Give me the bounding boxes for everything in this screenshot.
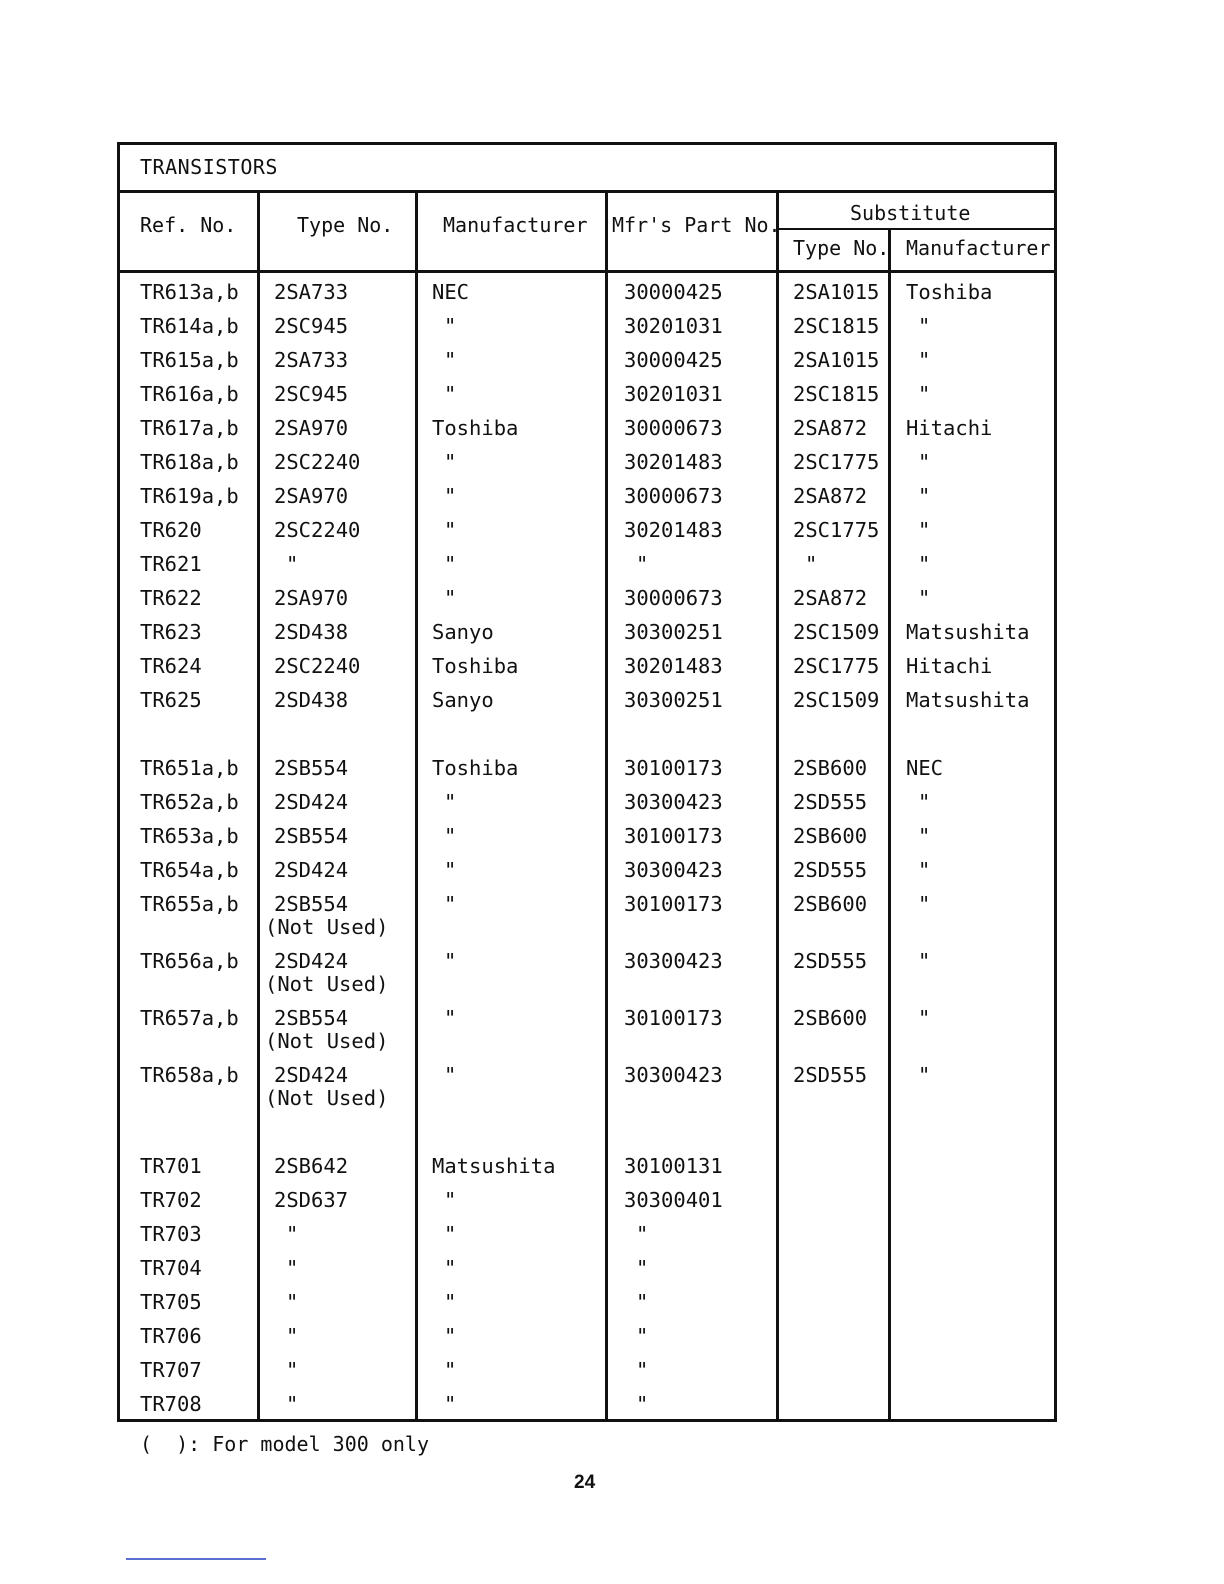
cell-type-no: 2SA733 bbox=[274, 280, 349, 304]
transistors-table bbox=[117, 142, 1057, 1422]
cell-sub-type-no: 2SB600 bbox=[793, 756, 868, 780]
cell-type-no: 2SC2240 bbox=[274, 518, 361, 542]
cell-sub-manufacturer: " bbox=[918, 858, 931, 882]
cell-ref-no: TR702 bbox=[140, 1188, 202, 1212]
cell-sub-type-no: 2SD555 bbox=[793, 949, 868, 973]
header-manufacturer: Manufacturer bbox=[443, 213, 588, 237]
cell-ref-no: TR701 bbox=[140, 1154, 202, 1178]
cell-type-no: 2SB642 bbox=[274, 1154, 349, 1178]
cell-sub-manufacturer: " bbox=[918, 518, 931, 542]
cell-mfr-part-no: 30300251 bbox=[624, 620, 723, 644]
cell-manufacturer: Toshiba bbox=[432, 654, 519, 678]
cell-sub-type-no: 2SA872 bbox=[793, 484, 868, 508]
cell-sub-type-no: 2SA1015 bbox=[793, 280, 880, 304]
cell-type-no: 2SB554 bbox=[274, 824, 349, 848]
cell-ref-no: TR623 bbox=[140, 620, 202, 644]
cell-sub-type-no: 2SC1509 bbox=[793, 620, 880, 644]
column-divider bbox=[776, 190, 779, 1419]
cell-type-note: (Not Used) bbox=[265, 972, 389, 996]
cell-type-no: 2SD637 bbox=[274, 1188, 349, 1212]
cell-type-no: 2SB554 bbox=[274, 892, 349, 916]
cell-manufacturer: Toshiba bbox=[432, 416, 519, 440]
cell-sub-manufacturer: NEC bbox=[906, 756, 944, 780]
title-divider bbox=[120, 190, 1054, 193]
cell-ref-no: TR619a,b bbox=[140, 484, 239, 508]
cell-mfr-part-no: 30201483 bbox=[624, 518, 723, 542]
cell-ref-no: TR653a,b bbox=[140, 824, 239, 848]
header-substitute: Substitute bbox=[850, 201, 971, 225]
cell-sub-manufacturer: " bbox=[918, 1063, 931, 1087]
cell-manufacturer: Toshiba bbox=[432, 756, 519, 780]
cell-manufacturer: " bbox=[444, 450, 457, 474]
cell-ref-no: TR652a,b bbox=[140, 790, 239, 814]
cell-ref-no: TR620 bbox=[140, 518, 202, 542]
cell-type-no: 2SD438 bbox=[274, 688, 349, 712]
cell-sub-manufacturer: Hitachi bbox=[906, 416, 993, 440]
cell-type-no: 2SC945 bbox=[274, 314, 349, 338]
cell-mfr-part-no: 30000673 bbox=[624, 416, 723, 440]
cell-mfr-part-no: 30300251 bbox=[624, 688, 723, 712]
cell-manufacturer: " bbox=[444, 484, 457, 508]
cell-ref-no: TR658a,b bbox=[140, 1063, 239, 1087]
cell-manufacturer: " bbox=[444, 1256, 457, 1280]
cell-mfr-part-no: 30100173 bbox=[624, 756, 723, 780]
cell-ref-no: TR621 bbox=[140, 552, 202, 576]
cell-ref-no: TR657a,b bbox=[140, 1006, 239, 1030]
cell-type-no: 2SA733 bbox=[274, 348, 349, 372]
cell-manufacturer: NEC bbox=[432, 280, 470, 304]
cell-mfr-part-no: 30000673 bbox=[624, 484, 723, 508]
cell-type-no: " bbox=[286, 1358, 299, 1382]
cell-ref-no: TR708 bbox=[140, 1392, 202, 1416]
cell-sub-manufacturer: " bbox=[918, 949, 931, 973]
cell-ref-no: TR614a,b bbox=[140, 314, 239, 338]
cell-type-no: " bbox=[286, 1324, 299, 1348]
cell-type-no: 2SD424 bbox=[274, 790, 349, 814]
cell-manufacturer: Matsushita bbox=[432, 1154, 556, 1178]
cell-manufacturer: " bbox=[444, 1324, 457, 1348]
cell-mfr-part-no: 30100173 bbox=[624, 892, 723, 916]
cell-type-no: " bbox=[286, 1222, 299, 1246]
cell-type-no: 2SA970 bbox=[274, 416, 349, 440]
cell-ref-no: TR617a,b bbox=[140, 416, 239, 440]
cell-type-no: 2SA970 bbox=[274, 484, 349, 508]
cell-mfr-part-no: " bbox=[636, 1392, 649, 1416]
column-divider bbox=[605, 190, 608, 1419]
cell-manufacturer: " bbox=[444, 1392, 457, 1416]
cell-mfr-part-no: 30201483 bbox=[624, 654, 723, 678]
cell-mfr-part-no: 30100173 bbox=[624, 824, 723, 848]
cell-ref-no: TR616a,b bbox=[140, 382, 239, 406]
cell-ref-no: TR706 bbox=[140, 1324, 202, 1348]
cell-mfr-part-no: 30201031 bbox=[624, 314, 723, 338]
cell-manufacturer: " bbox=[444, 1290, 457, 1314]
cell-manufacturer: " bbox=[444, 382, 457, 406]
column-divider bbox=[415, 190, 418, 1419]
cell-ref-no: TR625 bbox=[140, 688, 202, 712]
cell-ref-no: TR705 bbox=[140, 1290, 202, 1314]
cell-mfr-part-no: 30000425 bbox=[624, 280, 723, 304]
cell-sub-type-no: 2SB600 bbox=[793, 824, 868, 848]
cell-sub-type-no: 2SD555 bbox=[793, 1063, 868, 1087]
cell-sub-manufacturer: Matsushita bbox=[906, 620, 1030, 644]
cell-ref-no: TR655a,b bbox=[140, 892, 239, 916]
cell-manufacturer: " bbox=[444, 1358, 457, 1382]
cell-mfr-part-no: " bbox=[636, 552, 649, 576]
cell-mfr-part-no: 30100173 bbox=[624, 1006, 723, 1030]
column-divider bbox=[257, 190, 260, 1419]
header-sub-type-no: Type No. bbox=[793, 236, 890, 260]
cell-sub-manufacturer: " bbox=[918, 382, 931, 406]
cell-ref-no: TR622 bbox=[140, 586, 202, 610]
cell-sub-manufacturer: " bbox=[918, 892, 931, 916]
cell-sub-manufacturer: " bbox=[918, 314, 931, 338]
cell-mfr-part-no: " bbox=[636, 1324, 649, 1348]
cell-sub-type-no: 2SA872 bbox=[793, 416, 868, 440]
cell-manufacturer: " bbox=[444, 1063, 457, 1087]
column-divider bbox=[888, 271, 891, 1419]
cell-type-no: " bbox=[286, 1290, 299, 1314]
cell-sub-manufacturer: " bbox=[918, 450, 931, 474]
substitute-divider bbox=[776, 228, 1054, 230]
cell-sub-manufacturer: Matsushita bbox=[906, 688, 1030, 712]
cell-type-no: 2SC2240 bbox=[274, 654, 361, 678]
cell-ref-no: TR654a,b bbox=[140, 858, 239, 882]
scan-mark bbox=[126, 1558, 266, 1560]
cell-sub-manufacturer: Hitachi bbox=[906, 654, 993, 678]
cell-ref-no: TR703 bbox=[140, 1222, 202, 1246]
cell-mfr-part-no: " bbox=[636, 1222, 649, 1246]
cell-manufacturer: " bbox=[444, 586, 457, 610]
cell-mfr-part-no: 30300423 bbox=[624, 858, 723, 882]
cell-sub-manufacturer: " bbox=[918, 484, 931, 508]
cell-type-no: 2SB554 bbox=[274, 1006, 349, 1030]
cell-ref-no: TR656a,b bbox=[140, 949, 239, 973]
cell-mfr-part-no: 30300423 bbox=[624, 949, 723, 973]
footnote: ( ): For model 300 only bbox=[140, 1432, 429, 1456]
cell-sub-type-no: " bbox=[805, 552, 818, 576]
cell-mfr-part-no: 30201483 bbox=[624, 450, 723, 474]
cell-sub-type-no: 2SC1815 bbox=[793, 382, 880, 406]
cell-sub-type-no: 2SB600 bbox=[793, 892, 868, 916]
cell-type-note: (Not Used) bbox=[265, 915, 389, 939]
cell-mfr-part-no: 30100131 bbox=[624, 1154, 723, 1178]
cell-manufacturer: " bbox=[444, 892, 457, 916]
cell-manufacturer: " bbox=[444, 348, 457, 372]
cell-ref-no: TR613a,b bbox=[140, 280, 239, 304]
cell-type-note: (Not Used) bbox=[265, 1029, 389, 1053]
cell-mfr-part-no: 30000425 bbox=[624, 348, 723, 372]
cell-manufacturer: " bbox=[444, 1222, 457, 1246]
cell-manufacturer: " bbox=[444, 1006, 457, 1030]
cell-manufacturer: Sanyo bbox=[432, 620, 494, 644]
cell-ref-no: TR704 bbox=[140, 1256, 202, 1280]
header-ref-no: Ref. No. bbox=[140, 213, 237, 237]
cell-type-note: (Not Used) bbox=[265, 1086, 389, 1110]
cell-type-no: 2SC945 bbox=[274, 382, 349, 406]
cell-mfr-part-no: 30300401 bbox=[624, 1188, 723, 1212]
cell-sub-manufacturer: " bbox=[918, 586, 931, 610]
cell-mfr-part-no: " bbox=[636, 1256, 649, 1280]
cell-mfr-part-no: 30000673 bbox=[624, 586, 723, 610]
header-divider bbox=[120, 270, 1054, 273]
header-mfr-part-no: Mfr's Part No. bbox=[612, 213, 781, 237]
cell-mfr-part-no: 30300423 bbox=[624, 790, 723, 814]
cell-manufacturer: " bbox=[444, 314, 457, 338]
cell-ref-no: TR615a,b bbox=[140, 348, 239, 372]
cell-manufacturer: Sanyo bbox=[432, 688, 494, 712]
cell-sub-type-no: 2SC1775 bbox=[793, 450, 880, 474]
cell-type-no: " bbox=[286, 552, 299, 576]
cell-sub-manufacturer: " bbox=[918, 348, 931, 372]
cell-sub-type-no: 2SC1775 bbox=[793, 518, 880, 542]
cell-sub-manufacturer: Toshiba bbox=[906, 280, 993, 304]
cell-sub-type-no: 2SD555 bbox=[793, 858, 868, 882]
cell-manufacturer: " bbox=[444, 1188, 457, 1212]
cell-sub-type-no: 2SB600 bbox=[793, 1006, 868, 1030]
cell-mfr-part-no: " bbox=[636, 1290, 649, 1314]
cell-type-no: 2SC2240 bbox=[274, 450, 361, 474]
cell-sub-manufacturer: " bbox=[918, 1006, 931, 1030]
cell-type-no: 2SB554 bbox=[274, 756, 349, 780]
cell-type-no: 2SD438 bbox=[274, 620, 349, 644]
cell-manufacturer: " bbox=[444, 552, 457, 576]
header-type-no: Type No. bbox=[297, 213, 394, 237]
cell-manufacturer: " bbox=[444, 949, 457, 973]
cell-sub-manufacturer: " bbox=[918, 552, 931, 576]
cell-type-no: 2SA970 bbox=[274, 586, 349, 610]
cell-sub-type-no: 2SC1509 bbox=[793, 688, 880, 712]
cell-type-no: " bbox=[286, 1392, 299, 1416]
cell-sub-type-no: 2SC1815 bbox=[793, 314, 880, 338]
cell-ref-no: TR624 bbox=[140, 654, 202, 678]
header-sub-manufacturer: Manufacturer bbox=[906, 236, 1051, 260]
cell-mfr-part-no: 30201031 bbox=[624, 382, 723, 406]
page-number: 24 bbox=[574, 1472, 596, 1493]
cell-manufacturer: " bbox=[444, 858, 457, 882]
cell-sub-type-no: 2SA1015 bbox=[793, 348, 880, 372]
cell-type-no: 2SD424 bbox=[274, 1063, 349, 1087]
cell-mfr-part-no: " bbox=[636, 1358, 649, 1382]
cell-manufacturer: " bbox=[444, 824, 457, 848]
cell-manufacturer: " bbox=[444, 518, 457, 542]
cell-sub-manufacturer: " bbox=[918, 790, 931, 814]
cell-sub-type-no: 2SA872 bbox=[793, 586, 868, 610]
table-title: TRANSISTORS bbox=[140, 155, 278, 179]
cell-sub-type-no: 2SC1775 bbox=[793, 654, 880, 678]
cell-mfr-part-no: 30300423 bbox=[624, 1063, 723, 1087]
cell-ref-no: TR707 bbox=[140, 1358, 202, 1382]
cell-sub-manufacturer: " bbox=[918, 824, 931, 848]
cell-type-no: " bbox=[286, 1256, 299, 1280]
cell-ref-no: TR651a,b bbox=[140, 756, 239, 780]
cell-sub-type-no: 2SD555 bbox=[793, 790, 868, 814]
cell-type-no: 2SD424 bbox=[274, 858, 349, 882]
cell-ref-no: TR618a,b bbox=[140, 450, 239, 474]
cell-manufacturer: " bbox=[444, 790, 457, 814]
cell-type-no: 2SD424 bbox=[274, 949, 349, 973]
